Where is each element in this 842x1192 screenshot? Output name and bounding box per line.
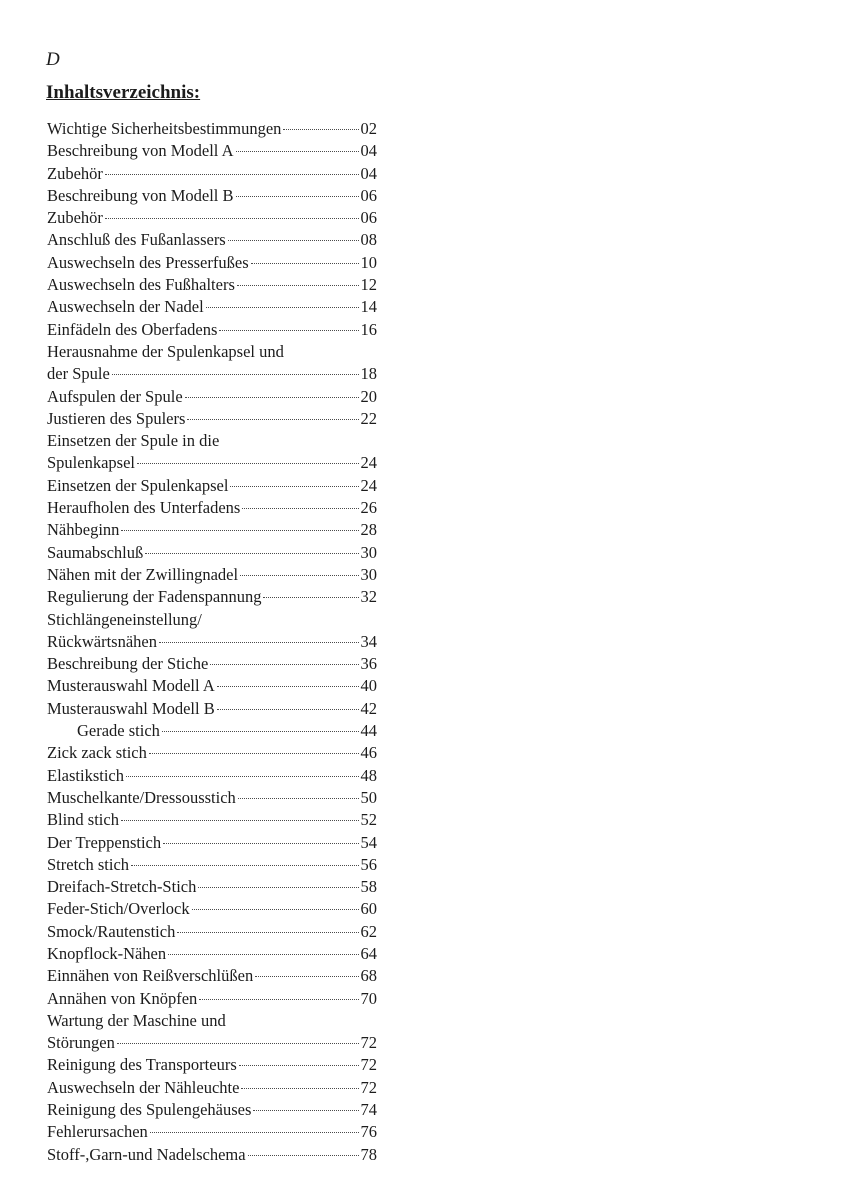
toc-entry-title: Beschreibung von Modell A <box>47 141 234 161</box>
dot-leader <box>192 909 359 910</box>
toc-entry <box>47 631 377 653</box>
toc-entry-page: 68 <box>360 966 377 986</box>
toc-entry <box>47 854 377 876</box>
toc-entry-title: Heraufholen des Unterfadens <box>47 498 241 518</box>
toc-entry-title: Beschreibung von Modell B <box>47 185 234 205</box>
toc-entry <box>47 943 377 965</box>
toc-entry <box>47 408 377 430</box>
toc-entry-title: Blind stich <box>47 810 119 830</box>
dot-leader <box>240 575 358 576</box>
toc-entry-page: 62 <box>360 921 377 941</box>
toc-entry <box>47 207 377 229</box>
toc-entry-title: Annähen von Knöpfen <box>47 988 198 1008</box>
toc-entry-page: 08 <box>360 230 377 250</box>
toc-entry-page: 06 <box>360 208 377 228</box>
toc-entry-title: Gerade stich <box>77 721 160 741</box>
toc-entry-title: Zubehör <box>47 163 103 183</box>
toc-entry <box>47 140 377 162</box>
toc-entry-title: Musterauswahl Modell A <box>47 676 215 696</box>
toc-entry-page: 24 <box>360 475 377 495</box>
toc-entry-title: Auswechseln des Presserfußes <box>47 252 249 272</box>
toc-entry <box>47 363 377 385</box>
toc-entry-title: Knopflock-Nähen <box>47 943 167 963</box>
dot-leader <box>105 218 359 219</box>
toc-entry-title: Reinigung des Transporteurs <box>47 1055 237 1075</box>
dot-leader <box>121 820 359 821</box>
toc-entry-page: 28 <box>360 520 377 540</box>
toc-entry-page: 76 <box>360 1122 377 1142</box>
toc-entry-title: Muschelkante/Dressousstich <box>47 787 236 807</box>
toc-entry <box>47 1144 377 1166</box>
dot-leader <box>112 374 359 375</box>
toc-entry <box>47 118 377 140</box>
toc-entry-title: Störungen <box>47 1033 115 1053</box>
toc-entry <box>47 809 377 831</box>
toc-entry-page: 70 <box>360 988 377 1008</box>
toc-entry <box>47 898 377 920</box>
toc-entry <box>47 1099 377 1121</box>
toc-entry-title: Nähbeginn <box>47 520 120 540</box>
dot-leader <box>198 887 358 888</box>
toc-entry-title: Zubehör <box>47 208 103 228</box>
toc-entry <box>47 988 377 1010</box>
dot-leader <box>253 1110 358 1111</box>
toc-entry-page: 04 <box>360 141 377 161</box>
dot-leader <box>239 1065 359 1066</box>
toc-entry-page: 22 <box>360 408 377 428</box>
toc-entry-page: 46 <box>360 743 377 763</box>
toc-entry-title: Stretch stich <box>47 854 130 874</box>
toc-entry <box>47 430 377 452</box>
toc-entry <box>47 1010 377 1032</box>
toc-entry-title: Auswechseln der Nadel <box>47 297 204 317</box>
toc-entry-title: Beschreibung der Stiche <box>47 654 209 674</box>
dot-leader <box>236 196 359 197</box>
toc-entry <box>47 876 377 898</box>
toc-entry <box>47 765 377 787</box>
dot-leader <box>219 330 358 331</box>
toc-entry-title: Auswechseln der Nähleuchte <box>47 1077 240 1097</box>
toc-entry-title: Musterauswahl Modell B <box>47 698 215 718</box>
dot-leader <box>177 932 358 933</box>
toc-entry <box>47 653 377 675</box>
dot-leader <box>236 151 359 152</box>
dot-leader <box>121 530 358 531</box>
dot-leader <box>255 976 358 977</box>
dot-leader <box>145 553 358 554</box>
toc-entry-page: 72 <box>360 1055 377 1075</box>
dot-leader <box>230 486 358 487</box>
toc-entry-page: 44 <box>360 721 377 741</box>
toc-entry-title: Fehlerursachen <box>47 1122 148 1142</box>
toc-entry-page: 50 <box>360 787 377 807</box>
toc-entry-title: Spulenkapsel <box>47 453 135 473</box>
dot-leader <box>105 174 359 175</box>
toc-entry-page: 72 <box>360 1077 377 1097</box>
toc-entry <box>47 675 377 697</box>
toc-entry-page: 74 <box>360 1100 377 1120</box>
toc-entry-title: Justieren des Spulers <box>47 408 186 428</box>
toc-entry-page: 52 <box>360 810 377 830</box>
toc-entry-title: Auswechseln des Fußhalters <box>47 275 235 295</box>
dot-leader <box>248 1155 359 1156</box>
toc-entry-page: 10 <box>360 252 377 272</box>
toc-entry <box>47 698 377 720</box>
toc-entry <box>47 832 377 854</box>
toc-entry <box>47 274 377 296</box>
toc-entry-page: 56 <box>360 854 377 874</box>
toc-list <box>47 118 377 1166</box>
toc-entry-title: Stichlängeneinstellung/ <box>47 609 202 629</box>
toc-entry <box>47 229 377 251</box>
toc-entry-page: 06 <box>360 185 377 205</box>
dot-leader <box>137 463 359 464</box>
toc-entry-title: Der Treppenstich <box>47 832 162 852</box>
toc-entry <box>47 1121 377 1143</box>
toc-entry-page: 02 <box>360 119 377 138</box>
toc-entry-page: 04 <box>360 163 377 183</box>
toc-entry <box>47 452 377 474</box>
toc-entry-title: Smock/Rautenstich <box>47 921 176 941</box>
toc-entry-page: 14 <box>360 297 377 317</box>
toc-entry-title: Zick zack stich <box>47 743 147 763</box>
toc-entry <box>47 965 377 987</box>
dot-leader <box>228 240 359 241</box>
toc-entry-title: Rückwärtsnähen <box>47 631 157 651</box>
dot-leader <box>126 776 359 777</box>
dot-leader <box>217 686 359 687</box>
toc-entry-page: 12 <box>360 275 377 295</box>
toc-entry <box>47 163 377 185</box>
toc-entry-page: 26 <box>360 498 377 518</box>
toc-entry-page: 34 <box>360 631 377 651</box>
dot-leader <box>185 397 359 398</box>
toc-entry-page: 36 <box>360 654 377 674</box>
dot-leader <box>168 954 358 955</box>
dot-leader <box>238 798 359 799</box>
toc-entry-page: 78 <box>360 1144 377 1164</box>
toc-entry-page: 58 <box>360 877 377 897</box>
toc-entry-title: Anschluß des Fußanlassers <box>47 230 226 250</box>
toc-entry <box>47 1077 377 1099</box>
toc-entry-title: Regulierung der Fadenspannung <box>47 587 262 607</box>
toc-entry <box>47 386 377 408</box>
dot-leader <box>251 263 359 264</box>
toc-entry <box>47 341 377 363</box>
toc-entry-page: 42 <box>360 698 377 718</box>
toc-entry-page: 72 <box>360 1033 377 1053</box>
toc-entry-page: 60 <box>360 899 377 919</box>
toc-entry <box>47 252 377 274</box>
dot-leader <box>150 1132 359 1133</box>
toc-entry <box>47 564 377 586</box>
toc-entry-title: Einsetzen der Spule in die <box>47 431 220 451</box>
toc-heading: Inhaltsverzeichnis: <box>46 82 201 103</box>
toc-entry <box>47 1054 377 1076</box>
toc-entry-page: 20 <box>360 386 377 406</box>
toc-entry-title: Aufspulen der Spule <box>47 386 183 406</box>
toc-entry-page: 16 <box>360 319 377 339</box>
dot-leader <box>131 865 358 866</box>
toc-entry <box>47 519 377 541</box>
dot-leader <box>242 508 358 509</box>
toc-entry-title: Saumabschluß <box>47 542 144 562</box>
toc-entry-title: der Spule <box>47 364 110 384</box>
toc-entry-title: Wartung der Maschine und <box>47 1010 226 1030</box>
toc-entry-title: Feder-Stich/Overlock <box>47 899 190 919</box>
dot-leader <box>117 1043 359 1044</box>
dot-leader <box>206 307 359 308</box>
dot-leader <box>241 1088 358 1089</box>
toc-entry <box>47 319 377 341</box>
toc-entry <box>47 1032 377 1054</box>
toc-entry-page: 64 <box>360 943 377 963</box>
toc-entry-title: Wichtige Sicherheitsbestimmungen <box>47 119 282 138</box>
toc-entry-title: Nähen mit der Zwillingnadel <box>47 564 239 584</box>
dot-leader <box>199 999 358 1000</box>
toc-entry-title: Elastikstich <box>47 765 124 785</box>
dot-leader <box>237 285 359 286</box>
toc-entry-title: Einsetzen der Spulenkapsel <box>47 475 229 495</box>
toc-entry-page: 32 <box>360 587 377 607</box>
toc-entry-page: 48 <box>360 765 377 785</box>
toc-entry-title: Stoff-,Garn-und Nadelschema <box>47 1144 246 1164</box>
dot-leader <box>263 597 358 598</box>
dot-leader <box>187 419 358 420</box>
language-marker: D <box>46 49 60 70</box>
toc-entry-page: 40 <box>360 676 377 696</box>
toc-entry-page: 30 <box>360 564 377 584</box>
dot-leader <box>163 843 358 844</box>
toc-entry <box>47 475 377 497</box>
toc-entry-page: 18 <box>360 364 377 384</box>
toc-entry <box>47 497 377 519</box>
toc-entry <box>47 720 377 742</box>
dot-leader <box>159 642 359 643</box>
toc-entry <box>47 787 377 809</box>
toc-entry <box>47 296 377 318</box>
toc-entry-title: Herausnahme der Spulenkapsel und <box>47 341 284 361</box>
toc-entry <box>47 609 377 631</box>
toc-entry-title: Einnähen von Reißverschlüßen <box>47 966 254 986</box>
dot-leader <box>217 709 359 710</box>
toc-entry-title: Reinigung des Spulengehäuses <box>47 1100 252 1120</box>
toc-entry-page: 54 <box>360 832 377 852</box>
toc-entry-title: Dreifach-Stretch-Stich <box>47 877 197 897</box>
toc-entry <box>47 742 377 764</box>
toc-entry <box>47 921 377 943</box>
toc-entry <box>47 185 377 207</box>
toc-entry-page: 24 <box>360 453 377 473</box>
toc-entry <box>47 586 377 608</box>
dot-leader <box>162 731 359 732</box>
dot-leader <box>210 664 358 665</box>
dot-leader <box>149 753 359 754</box>
dot-leader <box>283 129 358 130</box>
toc-entry <box>47 542 377 564</box>
toc-entry-title: Einfädeln des Oberfadens <box>47 319 218 339</box>
toc-entry-page: 30 <box>360 542 377 562</box>
